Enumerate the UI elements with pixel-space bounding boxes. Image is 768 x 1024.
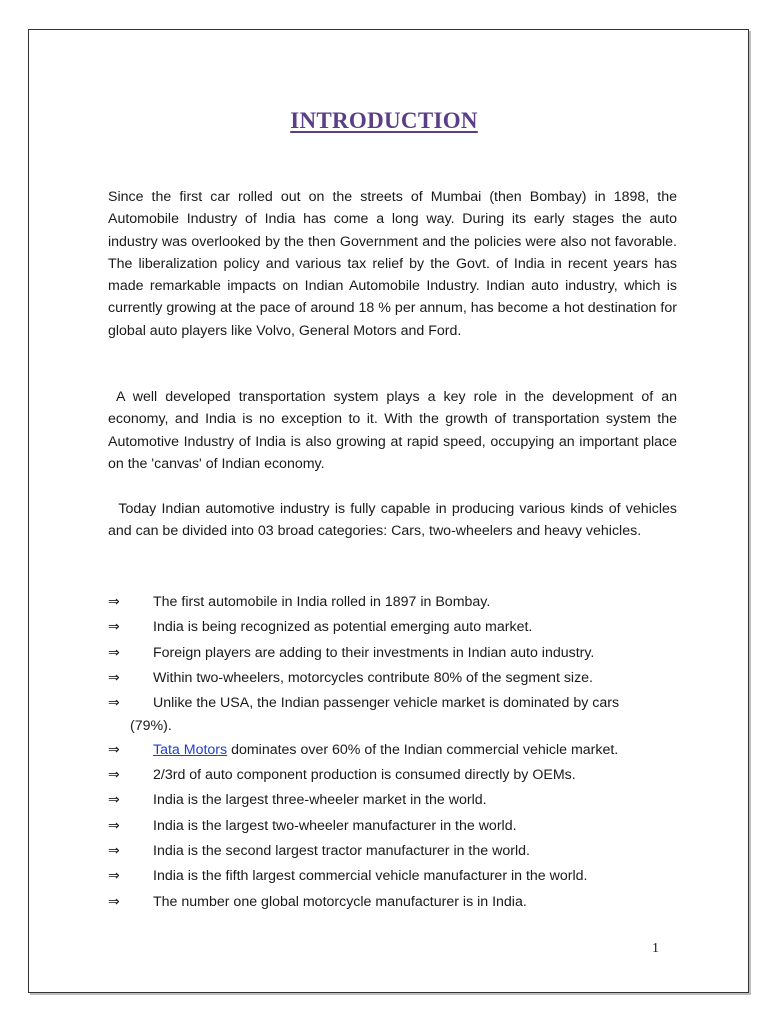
list-item — [108, 840, 677, 864]
list-item — [108, 815, 677, 839]
list-item — [108, 642, 677, 666]
page-title: INTRODUCTION — [290, 108, 478, 133]
list-item-text: India is the largest three-wheeler market in the world. — [153, 792, 487, 809]
list-item-text: Within two-wheelers, motorcycles contribute 80% of the segment size. — [153, 669, 593, 686]
intro-paragraph-1: Since the first car rolled out on the streets of Mumbai (then Bombay) in 1898, the Automobile Industry of India has come a long way. During its early stages the auto industry was overlooked by the then Government and the policies were also not favorable. The liberalization policy and various tax relief by the Govt. of India in recent years has made remarkable impacts on Indian Automobile Industry. Indian auto industry, which is currently growing at the pace of around 18 % per annum, has become a hot destination for global auto players like Volvo, General Motors and Ford. — [108, 189, 677, 339]
list-item-text: dominates over 60% of the Indian commercial vehicle market. — [227, 741, 619, 758]
list-item-continuation: (79%). — [130, 717, 172, 734]
list-item — [108, 739, 677, 763]
arrow-icon: ⇒ — [108, 619, 120, 636]
page-number: 1 — [652, 941, 659, 956]
list-item — [108, 891, 677, 915]
list-item-text: India is being recognized as potential emerging auto market. — [153, 619, 533, 636]
list-item — [108, 616, 677, 640]
list-item — [108, 667, 677, 691]
intro-paragraph-3 — [108, 498, 677, 543]
arrow-icon: ⇒ — [108, 767, 120, 784]
list-item-text: India is the fifth largest commercial vehicle manufacturer in the world. — [153, 868, 588, 885]
list-item-text: 2/3rd of auto component production is consumed directly by OEMs. — [153, 767, 576, 784]
arrow-icon: ⇒ — [108, 669, 120, 686]
list-item — [108, 764, 677, 788]
list-item — [108, 865, 677, 889]
list-item-text: Foreign players are adding to their investments in Indian auto industry. — [153, 644, 595, 661]
list-item-text: Unlike the USA, the Indian passenger vehicle market is dominated by cars — [153, 695, 620, 712]
arrow-icon: ⇒ — [108, 868, 120, 885]
list-item — [108, 789, 677, 813]
list-item-text: The first automobile in India rolled in 1897 in Bombay. — [153, 594, 491, 610]
arrow-icon: ⇒ — [108, 817, 120, 834]
list-item — [108, 591, 677, 615]
list-item-text: India is the second largest tractor manufacturer in the world. — [153, 842, 530, 859]
list-item-text: The number one global motorcycle manufacturer is in India. — [153, 893, 527, 910]
paragraph-3-text: Today Indian automotive industry is fully capable in producing various kinds of vehicles and can be divided into 03 broad categories: Cars, two-wheelers and heavy vehicles. — [108, 501, 677, 540]
arrow-icon: ⇒ — [108, 695, 120, 712]
arrow-icon: ⇒ — [108, 842, 120, 859]
intro-paragraph-2 — [108, 386, 677, 475]
arrow-icon: ⇒ — [108, 893, 120, 910]
facts-list — [108, 591, 677, 916]
arrow-icon: ⇒ — [108, 594, 120, 610]
arrow-icon: ⇒ — [108, 644, 120, 661]
arrow-icon: ⇒ — [108, 792, 120, 809]
list-item-text: India is the largest two-wheeler manufacturer in the world. — [153, 817, 517, 834]
tata-motors-link[interactable]: Tata Motors — [153, 741, 228, 758]
paragraph-2-text: A well developed transportation system plays a key role in the development of an economy, and India is no exception to it. With the growth of transportation system the Automotive Industry of India is also growing at rapid speed, occupying an important place on the 'canvas' of Indian economy. — [108, 389, 677, 472]
list-item — [108, 692, 677, 737]
arrow-icon: ⇒ — [108, 741, 120, 758]
